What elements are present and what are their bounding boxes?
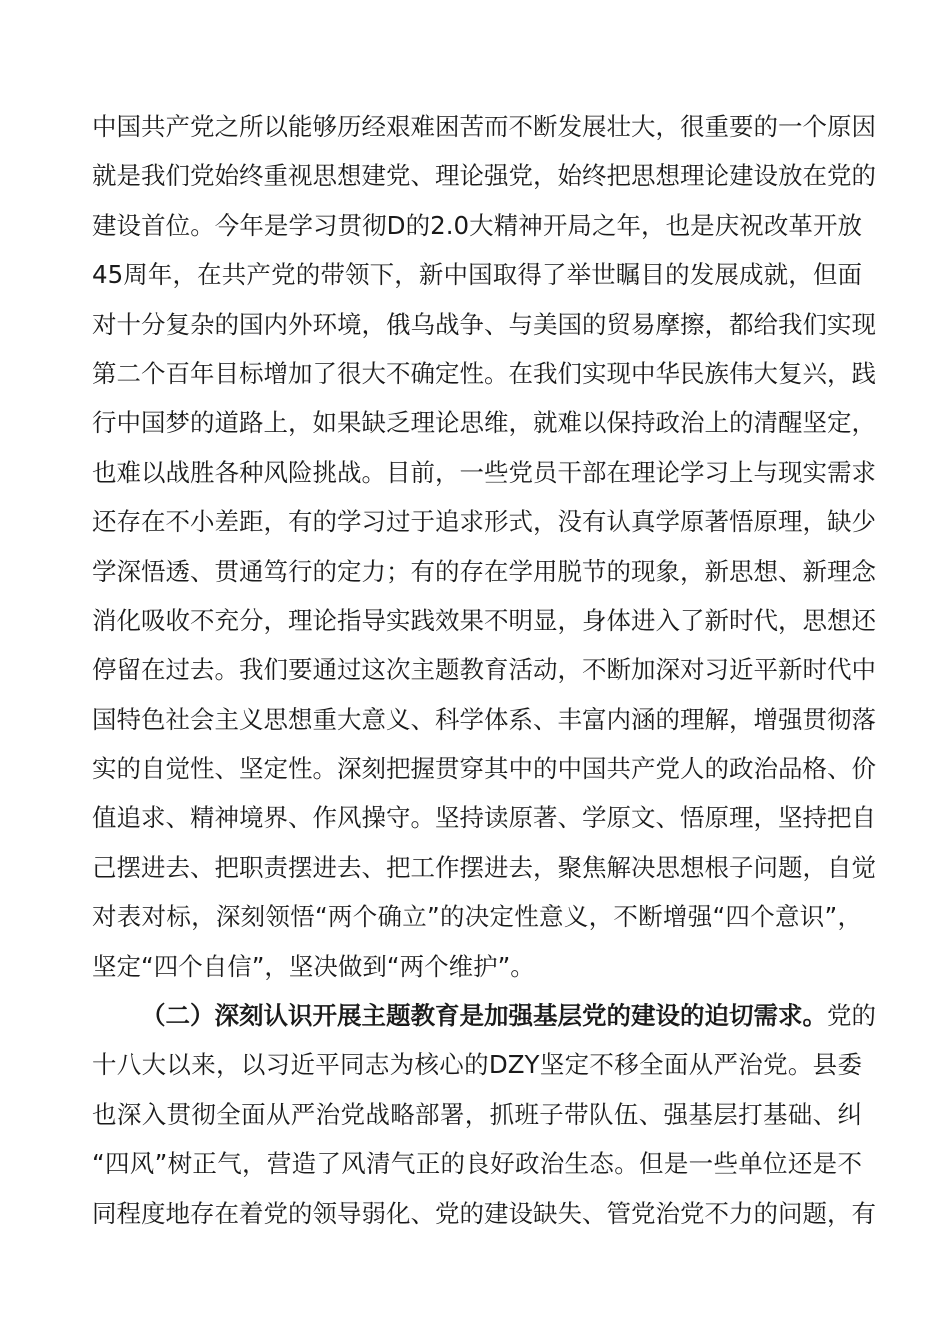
paragraph-1-line-3: 建设首位。今年是学习贯彻D的2.0大精神开局之年，也是庆祝改革开放 <box>92 210 862 240</box>
paragraph-1-line-10: 学深悟透、贯通笃行的定力；有的存在学用脱节的现象，新思想、新理念 <box>92 556 876 586</box>
paragraph-1-line-12: 停留在过去。我们要通过这次主题教育活动，不断加深对习近平新时代中 <box>92 655 876 685</box>
paragraph-1-line-7: 行中国梦的道路上，如果缺乏理论思维，就难以保持政治上的清醒坚定， <box>92 408 876 438</box>
section-2-line-3: “四风”树正气，营造了风清气正的良好政治生态。但是一些单位还是不 <box>92 1149 862 1179</box>
paragraph-1-line-5: 对十分复杂的国内外环境，俄乌战争、与美国的贸易摩擦，都给我们实现 <box>92 309 876 339</box>
paragraph-1-line-17: 对表对标，深刻领悟“两个确立”的决定性意义，不断增强“四个意识”， <box>92 902 862 932</box>
section-2-heading: （二）深刻认识开展主题教育是加强基层党的建设的迫切需求。 <box>141 1001 827 1031</box>
paragraph-1-line-1: 中国共产党之所以能够历经艰难困苦而不断发展壮大，很重要的一个原因 <box>92 112 876 141</box>
section-2-heading-line <box>92 991 876 1040</box>
paragraph-1-line-13: 国特色社会主义思想重大意义、科学体系、丰富内涵的理解，增强贯彻落 <box>92 704 876 734</box>
paragraph-1-line-18: 坚定“四个自信”，坚决做到“两个维护”。 <box>92 951 535 981</box>
paragraph-1-line-8: 也难以战胜各种风险挑战。目前，一些党员干部在理论学习上与现实需求 <box>92 457 876 487</box>
paragraph-1-line-2: 就是我们党始终重视思想建党、理论强党，始终把思想理论建设放在党的 <box>92 161 876 191</box>
paragraph-1-line-4: 45周年，在共产党的带领下，新中国取得了举世瞩目的发展成就，但面 <box>92 260 862 290</box>
document-body <box>92 102 876 1238</box>
section-2-line-4: 同程度地存在着党的领导弱化、党的建设缺失、管党治党不力的问题，有 <box>92 1198 876 1228</box>
paragraph-1-line-14: 实的自觉性、坚定性。深刻把握贯穿其中的中国共产党人的政治品格、价 <box>92 754 876 784</box>
paragraph-1-line-9: 还存在不小差距，有的学习过于追求形式，没有认真学原著悟原理，缺少 <box>92 507 876 537</box>
paragraph-1-line-6: 第二个百年目标增加了很大不确定性。在我们实现中华民族伟大复兴，践 <box>92 358 876 388</box>
section-2-heading-tail: 党的 <box>827 1001 876 1031</box>
section-2-line-1: 十八大以来，以习近平同志为核心的DZY坚定不移全面从严治党。县委 <box>92 1050 862 1080</box>
paragraph-1-line-11: 消化吸收不充分，理论指导实践效果不明显，身体进入了新时代，思想还 <box>92 605 876 635</box>
paragraph-1-line-16: 己摆进去、把职责摆进去、把工作摆进去，聚焦解决思想根子问题，自觉 <box>92 852 876 882</box>
paragraph-1-line-15: 值追求、精神境界、作风操守。坚持读原著、学原文、悟原理，坚持把自 <box>92 803 876 833</box>
section-2-line-2: 也深入贯彻全面从严治党战略部署，抓班子带队伍、强基层打基础、纠 <box>92 1099 862 1129</box>
